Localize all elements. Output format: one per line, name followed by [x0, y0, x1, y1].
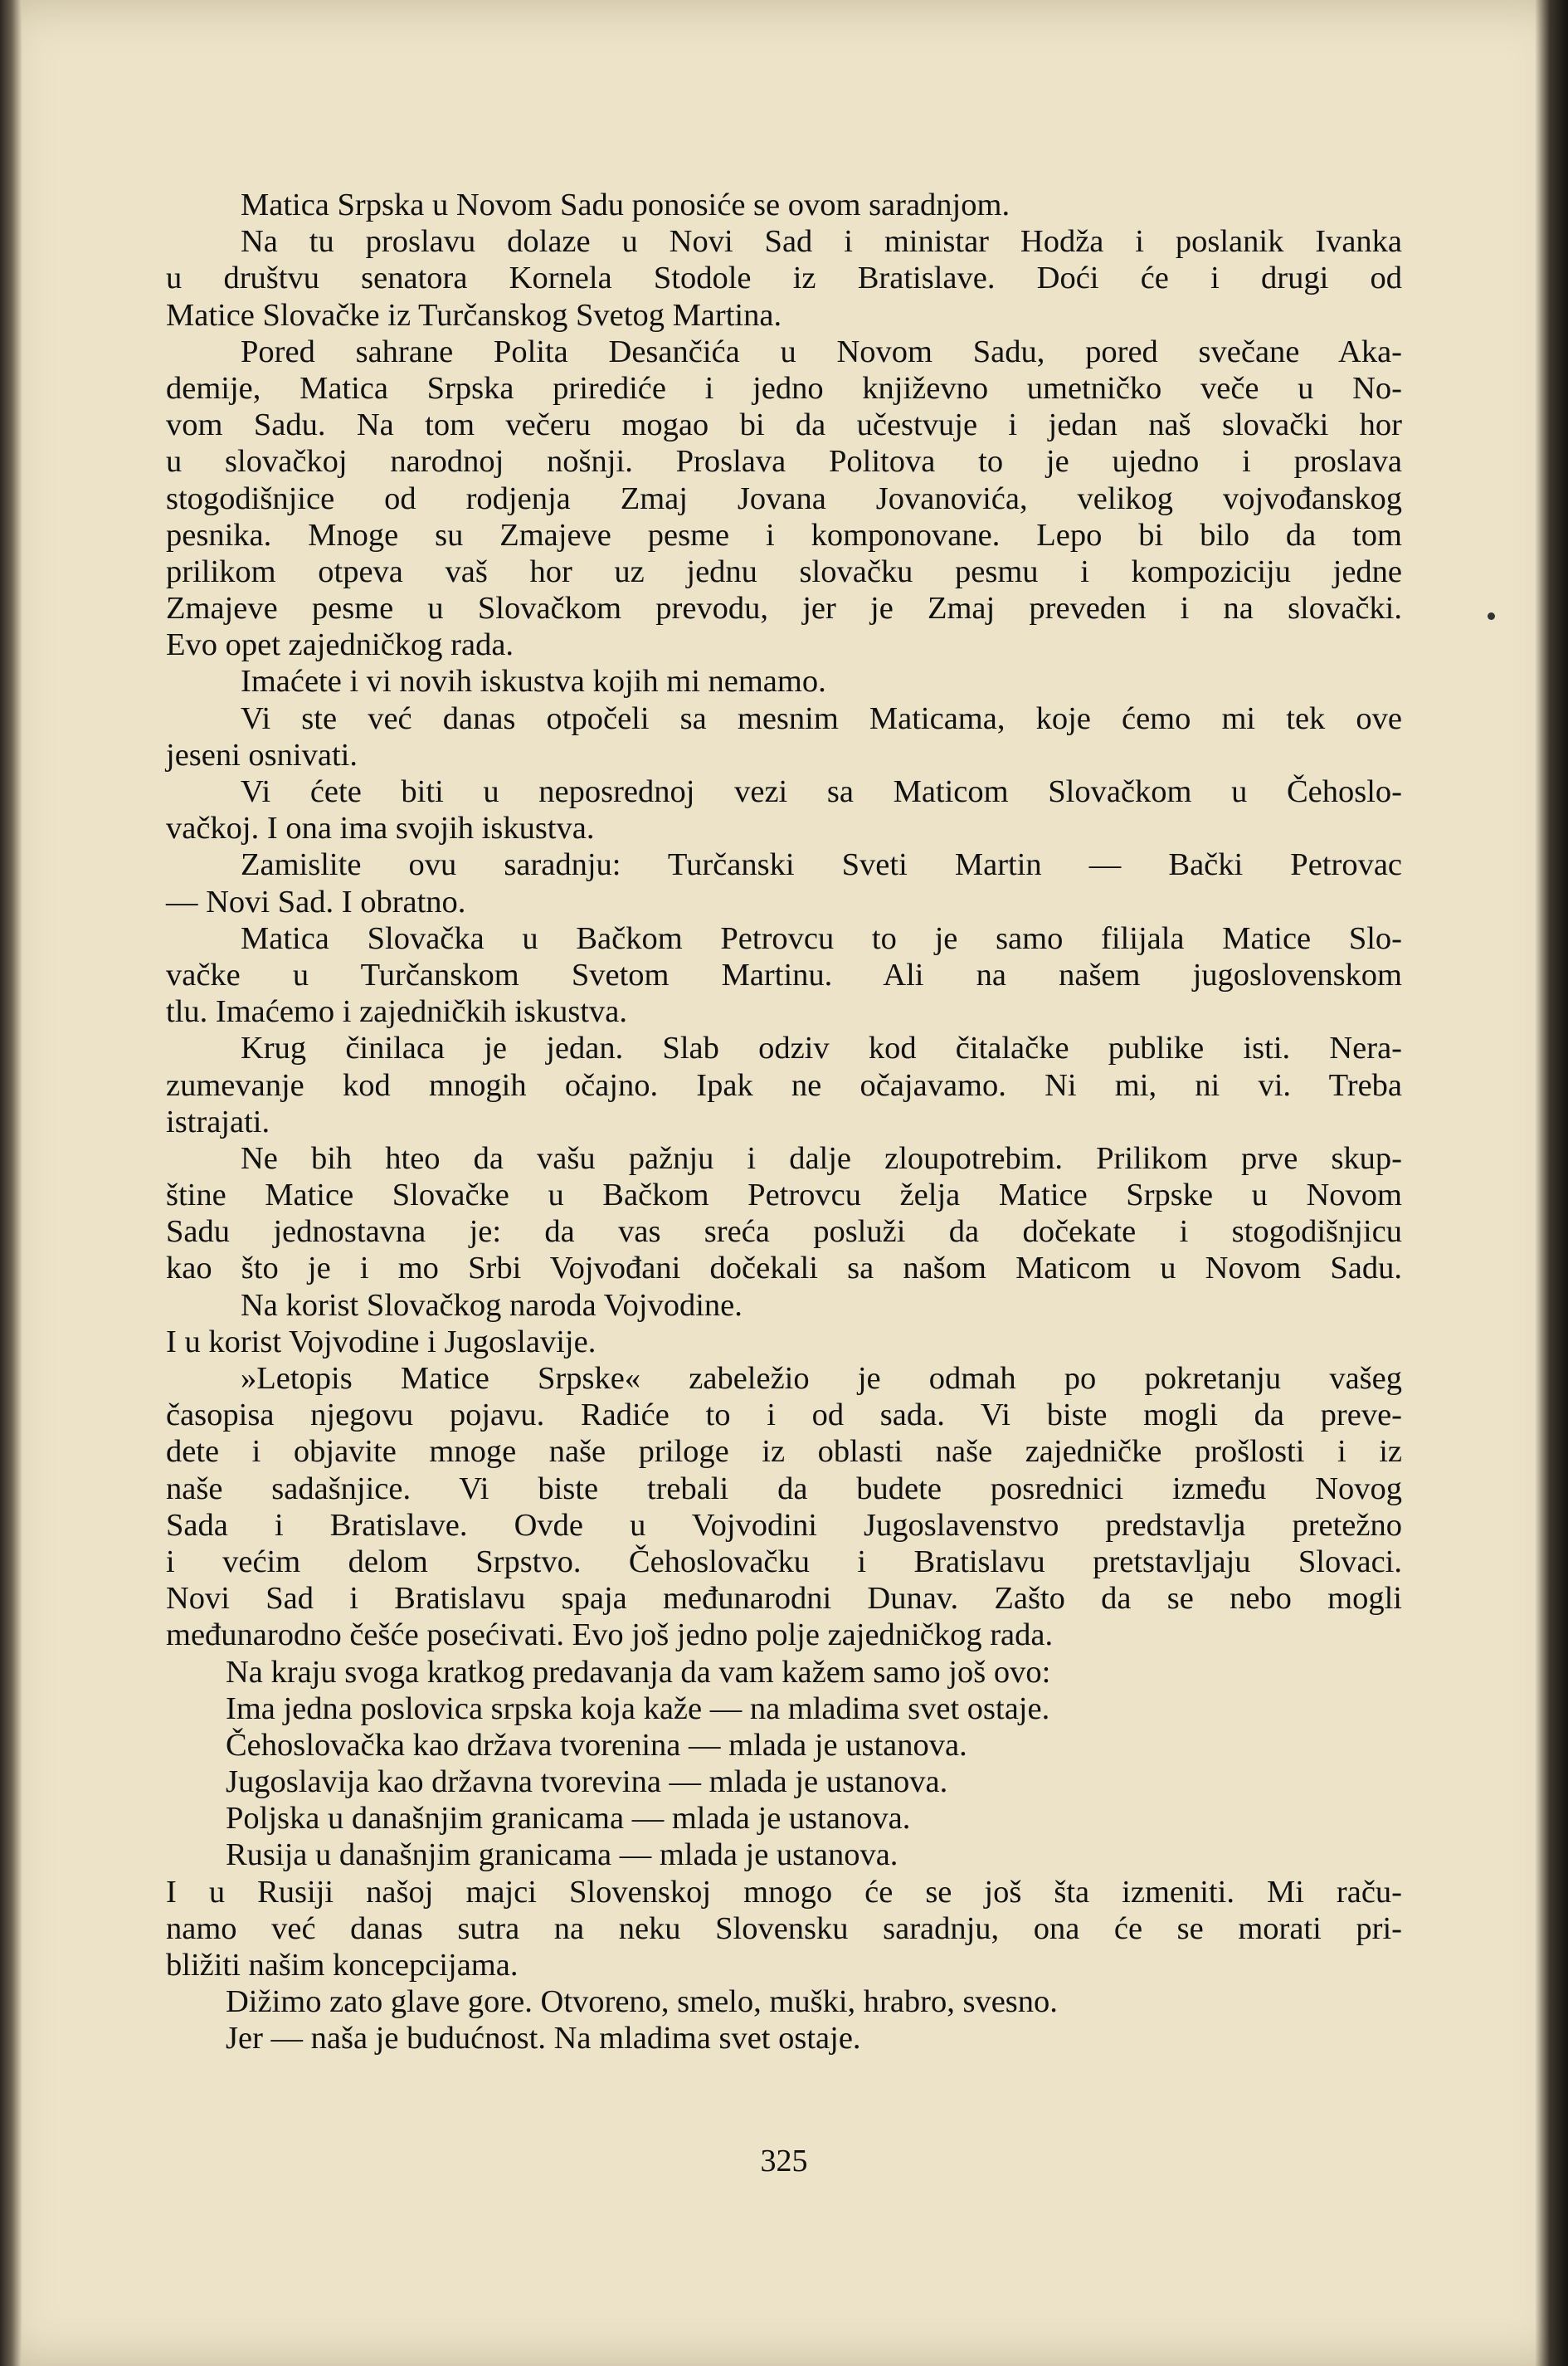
text-line: Sada i Bratislave. Ovde u Vojvodini Jugoslavenstvo predstavlja pretežno	[166, 1507, 1402, 1543]
text-line: Novi Sad i Bratislavu spaja međunarodni Dunav. Zašto da se nebo mogli	[166, 1581, 1402, 1617]
text-line: — Novi Sad. I obratno.	[166, 884, 466, 920]
text-line: istrajati.	[166, 1104, 270, 1139]
text-line: Zamislite ovu saradnju: Turčanski Sveti Martin — Bački Petrovac	[241, 847, 1402, 883]
text-line: Ima jedna poslovica srpska koja kaže — na mladima svet ostaje.	[226, 1690, 1050, 1726]
text-line: Zmajeve pesme u Slovačkom prevodu, jer je Zmaj preveden i na slovački.	[166, 591, 1402, 627]
text-line: Ne bih hteo da vašu pažnju i dalje zloupotrebim. Prilikom prve skup-	[241, 1140, 1402, 1176]
text-line: Jer — naša je budućnost. Na mladima svet ostaje.	[226, 2021, 861, 2056]
text-line: I u Rusiji našoj majci Slovenskoj mnogo će se još šta izmeniti. Mi raču-	[166, 1874, 1402, 1910]
text-line: Čehoslovačka kao država tvorenina — mlada je ustanova.	[226, 1727, 967, 1763]
page-right-edge	[1535, 0, 1568, 2366]
text-line: Evo opet zajedničkog rada.	[166, 627, 514, 663]
text-line: Imaćete i vi novih iskustva kojih mi nemamo.	[241, 664, 826, 700]
text-line: u slovačkoj narodnoj nošnji. Proslava Politova to je ujedno i proslava	[166, 444, 1402, 480]
text-line: jeseni osnivati.	[166, 737, 358, 773]
text-line: dete i objavite mnoge naše priloge iz oblasti naše zajedničke prošlosti i iz	[166, 1434, 1402, 1470]
text-line: Na korist Slovačkog naroda Vojvodine.	[241, 1287, 743, 1323]
ink-speck	[1488, 612, 1495, 620]
text-line: Rusija u današnjim granicama — mlada je ustanova.	[226, 1837, 898, 1873]
text-line: i većim delom Srpstvo. Čehoslovačku i Bratislavu pretstavljaju Slovaci.	[166, 1544, 1402, 1579]
text-line: Sadu jednostavna je: da vas sreća posluži da dočekate i stogodišnjicu	[166, 1214, 1402, 1250]
text-line: bližiti našim koncepcijama.	[166, 1948, 519, 1983]
text-line: Vi ste već danas otpočeli sa mesnim Maticama, koje ćemo mi tek ove	[241, 700, 1402, 736]
text-line: Matice Slovačke iz Turčanskog Svetog Martina.	[166, 297, 782, 333]
text-line: tlu. Imaćemo i zajedničkih iskustva.	[166, 994, 627, 1030]
text-line: u društvu senatora Kornela Stodole iz Bratislave. Doći će i drugi od	[166, 261, 1402, 296]
text-line: naše sadašnjice. Vi biste trebali da budete posrednici između Novog	[166, 1471, 1402, 1506]
text-line: namo već danas sutra na neku Slovensku saradnju, ona će se morati pri-	[166, 1910, 1402, 1946]
text-line: I u korist Vojvodine i Jugoslavije.	[166, 1324, 597, 1359]
text-line: Na tu proslavu dolaze u Novi Sad i ministar Hodža i poslanik Ivanka	[241, 224, 1402, 260]
text-line: Poljska u današnjim granicama — mlada je ustanova.	[226, 1801, 911, 1837]
text-line: kao što je i mo Srbi Vojvođani dočekali sa našom Maticom u Novom Sadu.	[166, 1251, 1402, 1286]
text-line: Matica Srpska u Novom Sadu ponosiće se ovom saradnjom.	[241, 188, 1010, 222]
text-line: pesnika. Mnoge su Zmajeve pesme i komponovane. Lepo bi bilo da tom	[166, 517, 1402, 553]
text-line: Na kraju svoga kratkog predavanja da vam kažem samo još ovo:	[226, 1654, 1051, 1690]
text-line: međunarodno češće posećivati. Evo još jedno polje zajedničkog rada.	[166, 1617, 1054, 1653]
text-line: vom Sadu. Na tom večeru mogao bi da učestvuje i jedan naš slovački hor	[166, 407, 1402, 443]
page-number: 325	[760, 2144, 808, 2178]
text-line: Krug činilaca je jedan. Slab odziv kod čitalačke publike isti. Nera-	[241, 1031, 1402, 1066]
text-line: prilikom otpeva vaš hor uz jednu slovačku pesmu i kompoziciju jedne	[166, 554, 1402, 589]
text-line: »Letopis Matice Srpske« zabeležio je odmah po pokretanju vašeg	[241, 1361, 1402, 1396]
text-line: Jugoslavija kao državna tvorevina — mlada je ustanova.	[226, 1764, 948, 1800]
book-binding-edge	[0, 0, 22, 2366]
text-line: vačke u Turčanskom Svetom Martinu. Ali na našem jugoslovenskom	[166, 957, 1402, 993]
body-text	[166, 187, 1402, 2057]
text-line: Matica Slovačka u Bačkom Petrovcu to je samo filijala Matice Slo-	[241, 920, 1402, 956]
text-line: Vi ćete biti u neposrednoj vezi sa Maticom Slovačkom u Čehoslo-	[241, 774, 1402, 809]
text-line: štine Matice Slovačke u Bačkom Petrovcu želja Matice Srpske u Novom	[166, 1178, 1402, 1213]
text-line: demije, Matica Srpska prirediće i jedno književno umetničko veče u No-	[166, 370, 1402, 406]
text-line: vačkoj. I ona ima svojih iskustva.	[166, 811, 595, 846]
text-line: časopisa njegovu pojavu. Radiće to i od sada. Vi biste mogli da preve-	[166, 1398, 1402, 1433]
text-line: Pored sahrane Polita Desančića u Novom Sadu, pored svečane Aka-	[241, 334, 1402, 369]
text-line: stogodišnjice od rodjenja Zmaj Jovana Jovanovića, velikog vojvođanskog	[166, 481, 1402, 516]
text-line: zumevanje kod mnogih očajno. Ipak ne očajavamo. Ni mi, ni vi. Treba	[166, 1067, 1402, 1103]
text-line: Dižimo zato glave gore. Otvoreno, smelo, muški, hrabro, svesno.	[226, 1984, 1058, 2020]
